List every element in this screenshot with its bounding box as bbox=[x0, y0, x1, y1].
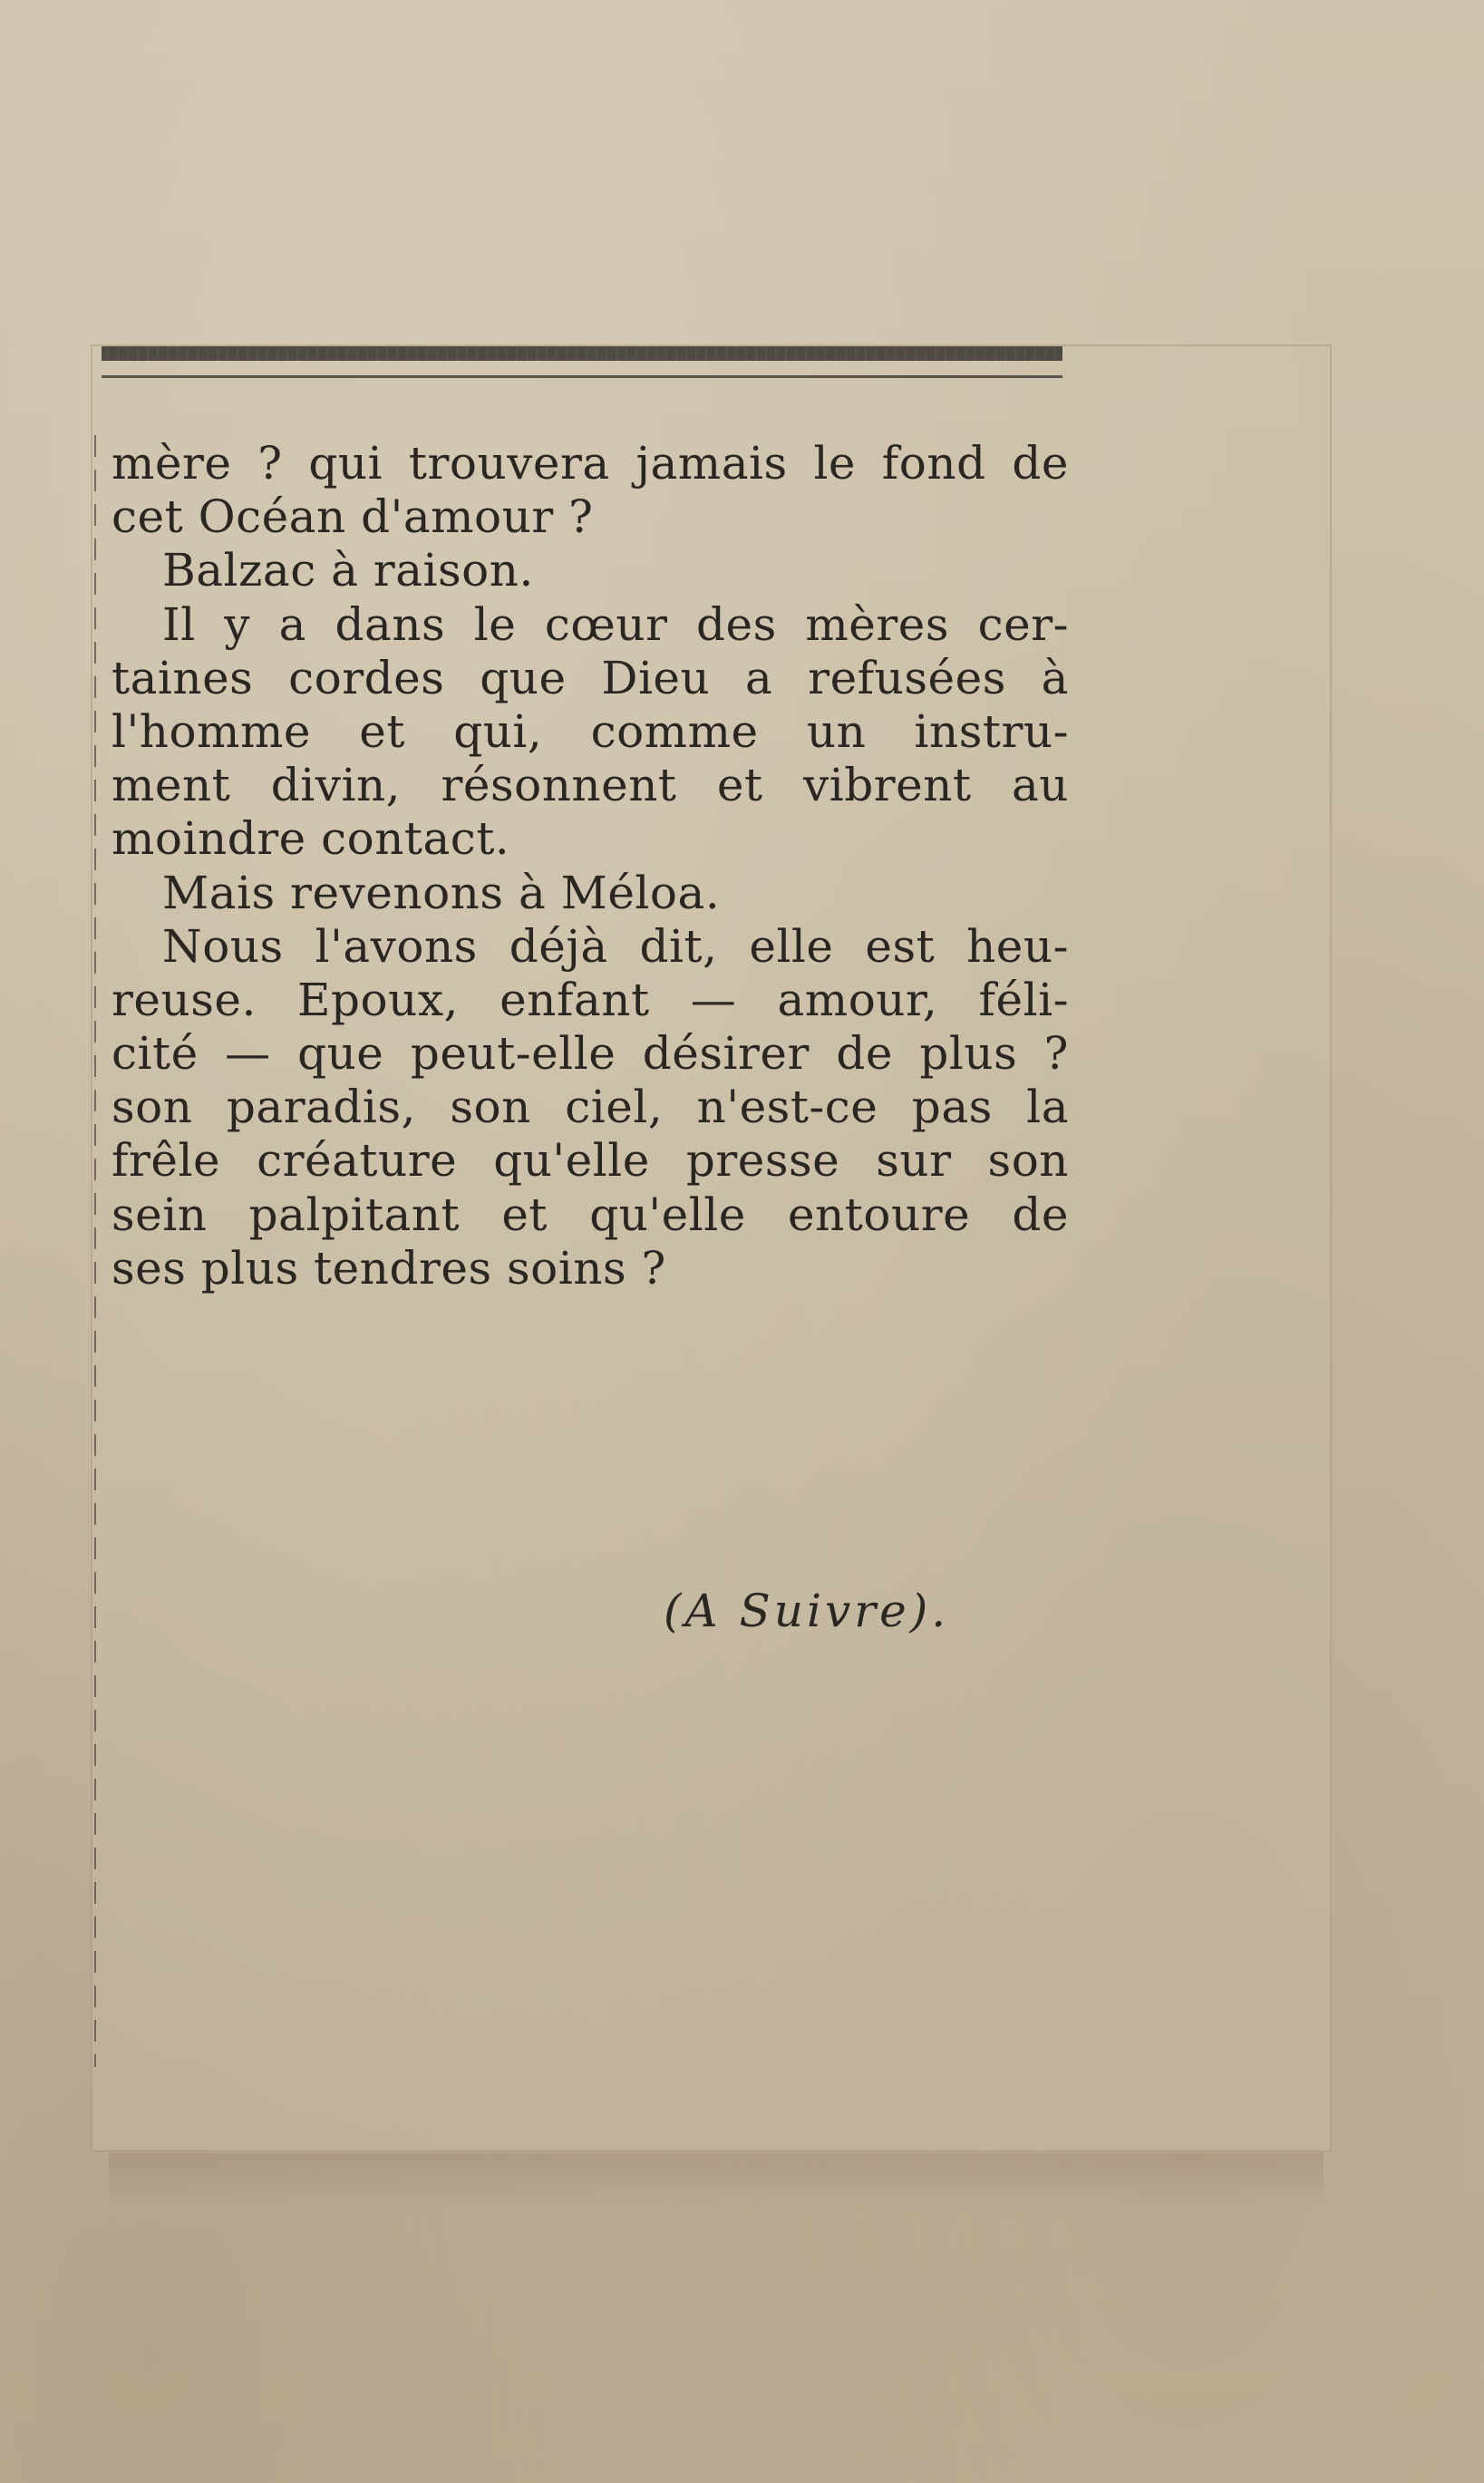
text-line: Balzac à raison. bbox=[162, 544, 534, 597]
text-line: taines cordes que Dieu a refusées à bbox=[112, 651, 1069, 704]
left-margin-line bbox=[94, 435, 96, 2067]
text-line: Mais revenons à Méloa. bbox=[162, 866, 721, 919]
text-line: Nous l'avons déjà dit, elle est heu- bbox=[162, 919, 1069, 973]
header-rule-thin bbox=[102, 375, 1062, 378]
text-line: frêle créature qu'elle presse sur son bbox=[112, 1134, 1069, 1188]
continuation-note: (A Suivre). bbox=[664, 1585, 950, 1637]
text-line: moindre contact. bbox=[112, 812, 510, 866]
text-line: ses plus tendres soins ? bbox=[112, 1241, 666, 1295]
body-text bbox=[112, 437, 1069, 1295]
text-line: cité — que peut-elle désirer de plus ? bbox=[112, 1027, 1069, 1081]
text-line: cet Océan d'amour ? bbox=[112, 490, 594, 544]
text-line: sein palpitant et qu'elle entoure de bbox=[112, 1188, 1069, 1241]
text-line: reuse. Epoux, enfant — amour, féli- bbox=[112, 973, 1069, 1026]
text-line: mère ? qui trouvera jamais le fond de bbox=[112, 437, 1069, 490]
header-rule-thick bbox=[102, 346, 1062, 361]
text-line: son paradis, son ciel, n'est-ce pas la bbox=[112, 1081, 1069, 1134]
page-shadow-band bbox=[109, 2153, 1324, 2207]
text-line: Il y a dans le cœur des mères cer- bbox=[162, 597, 1069, 651]
text-line: l'homme et qui, comme un instru- bbox=[112, 704, 1069, 758]
text-line: ment divin, résonnent et vibrent au bbox=[112, 759, 1069, 812]
